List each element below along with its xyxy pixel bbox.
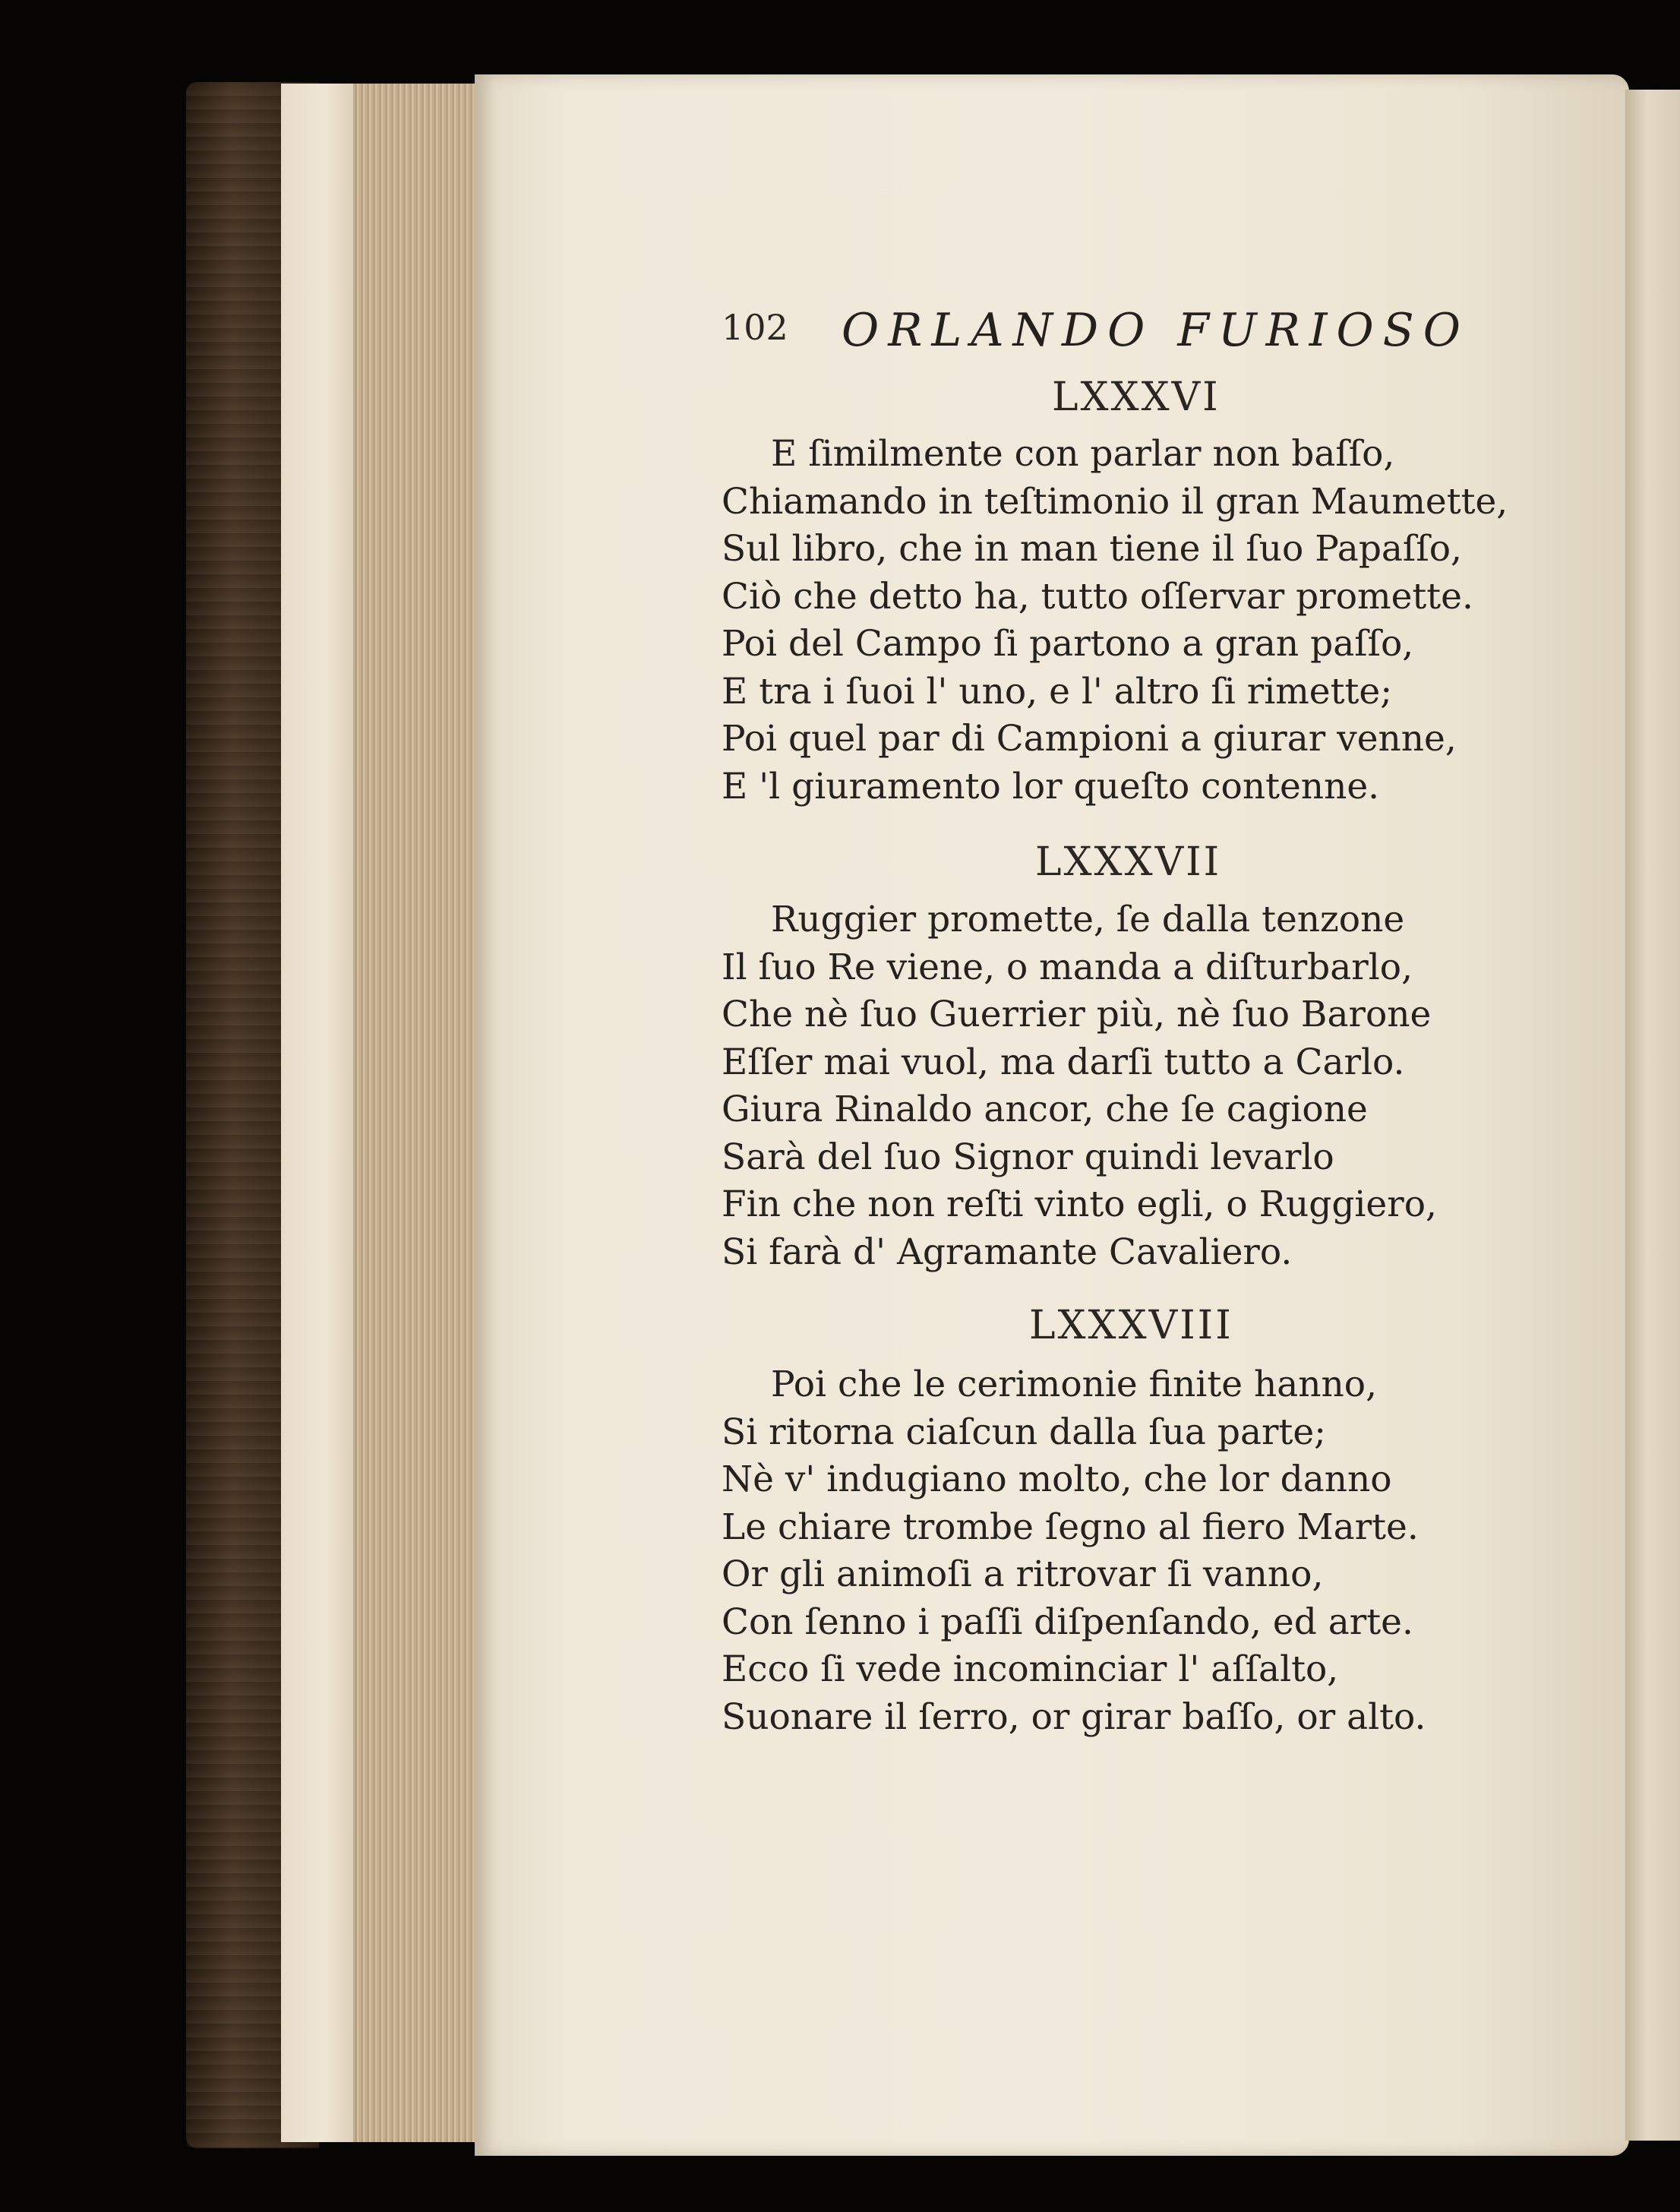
stanza-verse — [722, 1361, 1426, 1741]
verse-line: Poi che le cerimonie finite hanno, — [771, 1364, 1378, 1405]
verse-line: Nè v' indugiano molto, che lor danno — [722, 1458, 1392, 1500]
verse-line: E ſimilmente con parlar non baſſo, — [771, 433, 1395, 475]
verse-line: E 'l giuramento lor queſto contenne. — [722, 765, 1380, 807]
verse-line: Sul libro, che in man tiene il ſuo Papaſſo, — [722, 528, 1462, 570]
loose-leaf — [281, 84, 353, 2142]
verse-line: Ciò che detto ha, tutto oſſervar promette. — [722, 575, 1473, 618]
verse-line: Sarà del ſuo Signor quindi levarlo — [722, 1136, 1334, 1178]
verse-line: E tra i ſuoi l' uno, e l' altro ſi rimette; — [722, 670, 1393, 713]
verse-line: Ruggier promette, ſe dalla tenzone — [771, 899, 1405, 940]
verse-line: Il ſuo Re viene, o manda a diſturbarlo, — [722, 946, 1413, 988]
verse-line: Chiamando in teſtimonio il gran Maumette, — [722, 480, 1508, 523]
verse-line: Le chiare trombe ſegno al fiero Marte. — [722, 1506, 1419, 1548]
verse-line: Suonare il ſerro, or girar baſſo, or alto. — [722, 1695, 1426, 1738]
facing-page-edge — [1625, 90, 1680, 2141]
verse-line: Fin che non reſti vinto egli, o Ruggiero, — [722, 1183, 1437, 1225]
verse-line: Con ſenno i paſſi diſpenſando, ed arte. — [722, 1601, 1413, 1643]
stanza-verse — [722, 431, 1508, 811]
verse-line: Poi del Campo ſi partono a gran paſſo, — [722, 623, 1414, 665]
stanza-verse — [722, 896, 1437, 1276]
running-title: ORLANDO FURIOSO — [842, 304, 1470, 357]
stanza-number: LXXXVII — [1035, 839, 1222, 885]
verse-line: Ecco ſi vede incominciar l' aſſalto, — [722, 1648, 1339, 1690]
verse-line: Or gli animoſi a ritrovar ſi vanno, — [722, 1553, 1324, 1595]
page-header — [722, 304, 1496, 365]
stanza-number: LXXXVI — [1052, 374, 1221, 420]
page-number: 102 — [722, 307, 788, 348]
verse-line: Eſſer mai vuol, ma darſi tutto a Carlo. — [722, 1041, 1405, 1083]
verse-line: Poi quel par di Campioni a giurar venne, — [722, 718, 1457, 760]
verse-line: Giura Rinaldo ancor, che ſe cagione — [722, 1089, 1368, 1130]
verse-line: Che nè ſuo Guerrier più, nè ſuo Barone — [722, 994, 1432, 1035]
stanza-number: LXXXVIII — [1029, 1303, 1233, 1348]
verse-line: Si farà d' Agramante Cavaliero. — [722, 1231, 1293, 1273]
verse-line: Si ritorna ciaſcun dalla ſua parte; — [722, 1411, 1326, 1453]
